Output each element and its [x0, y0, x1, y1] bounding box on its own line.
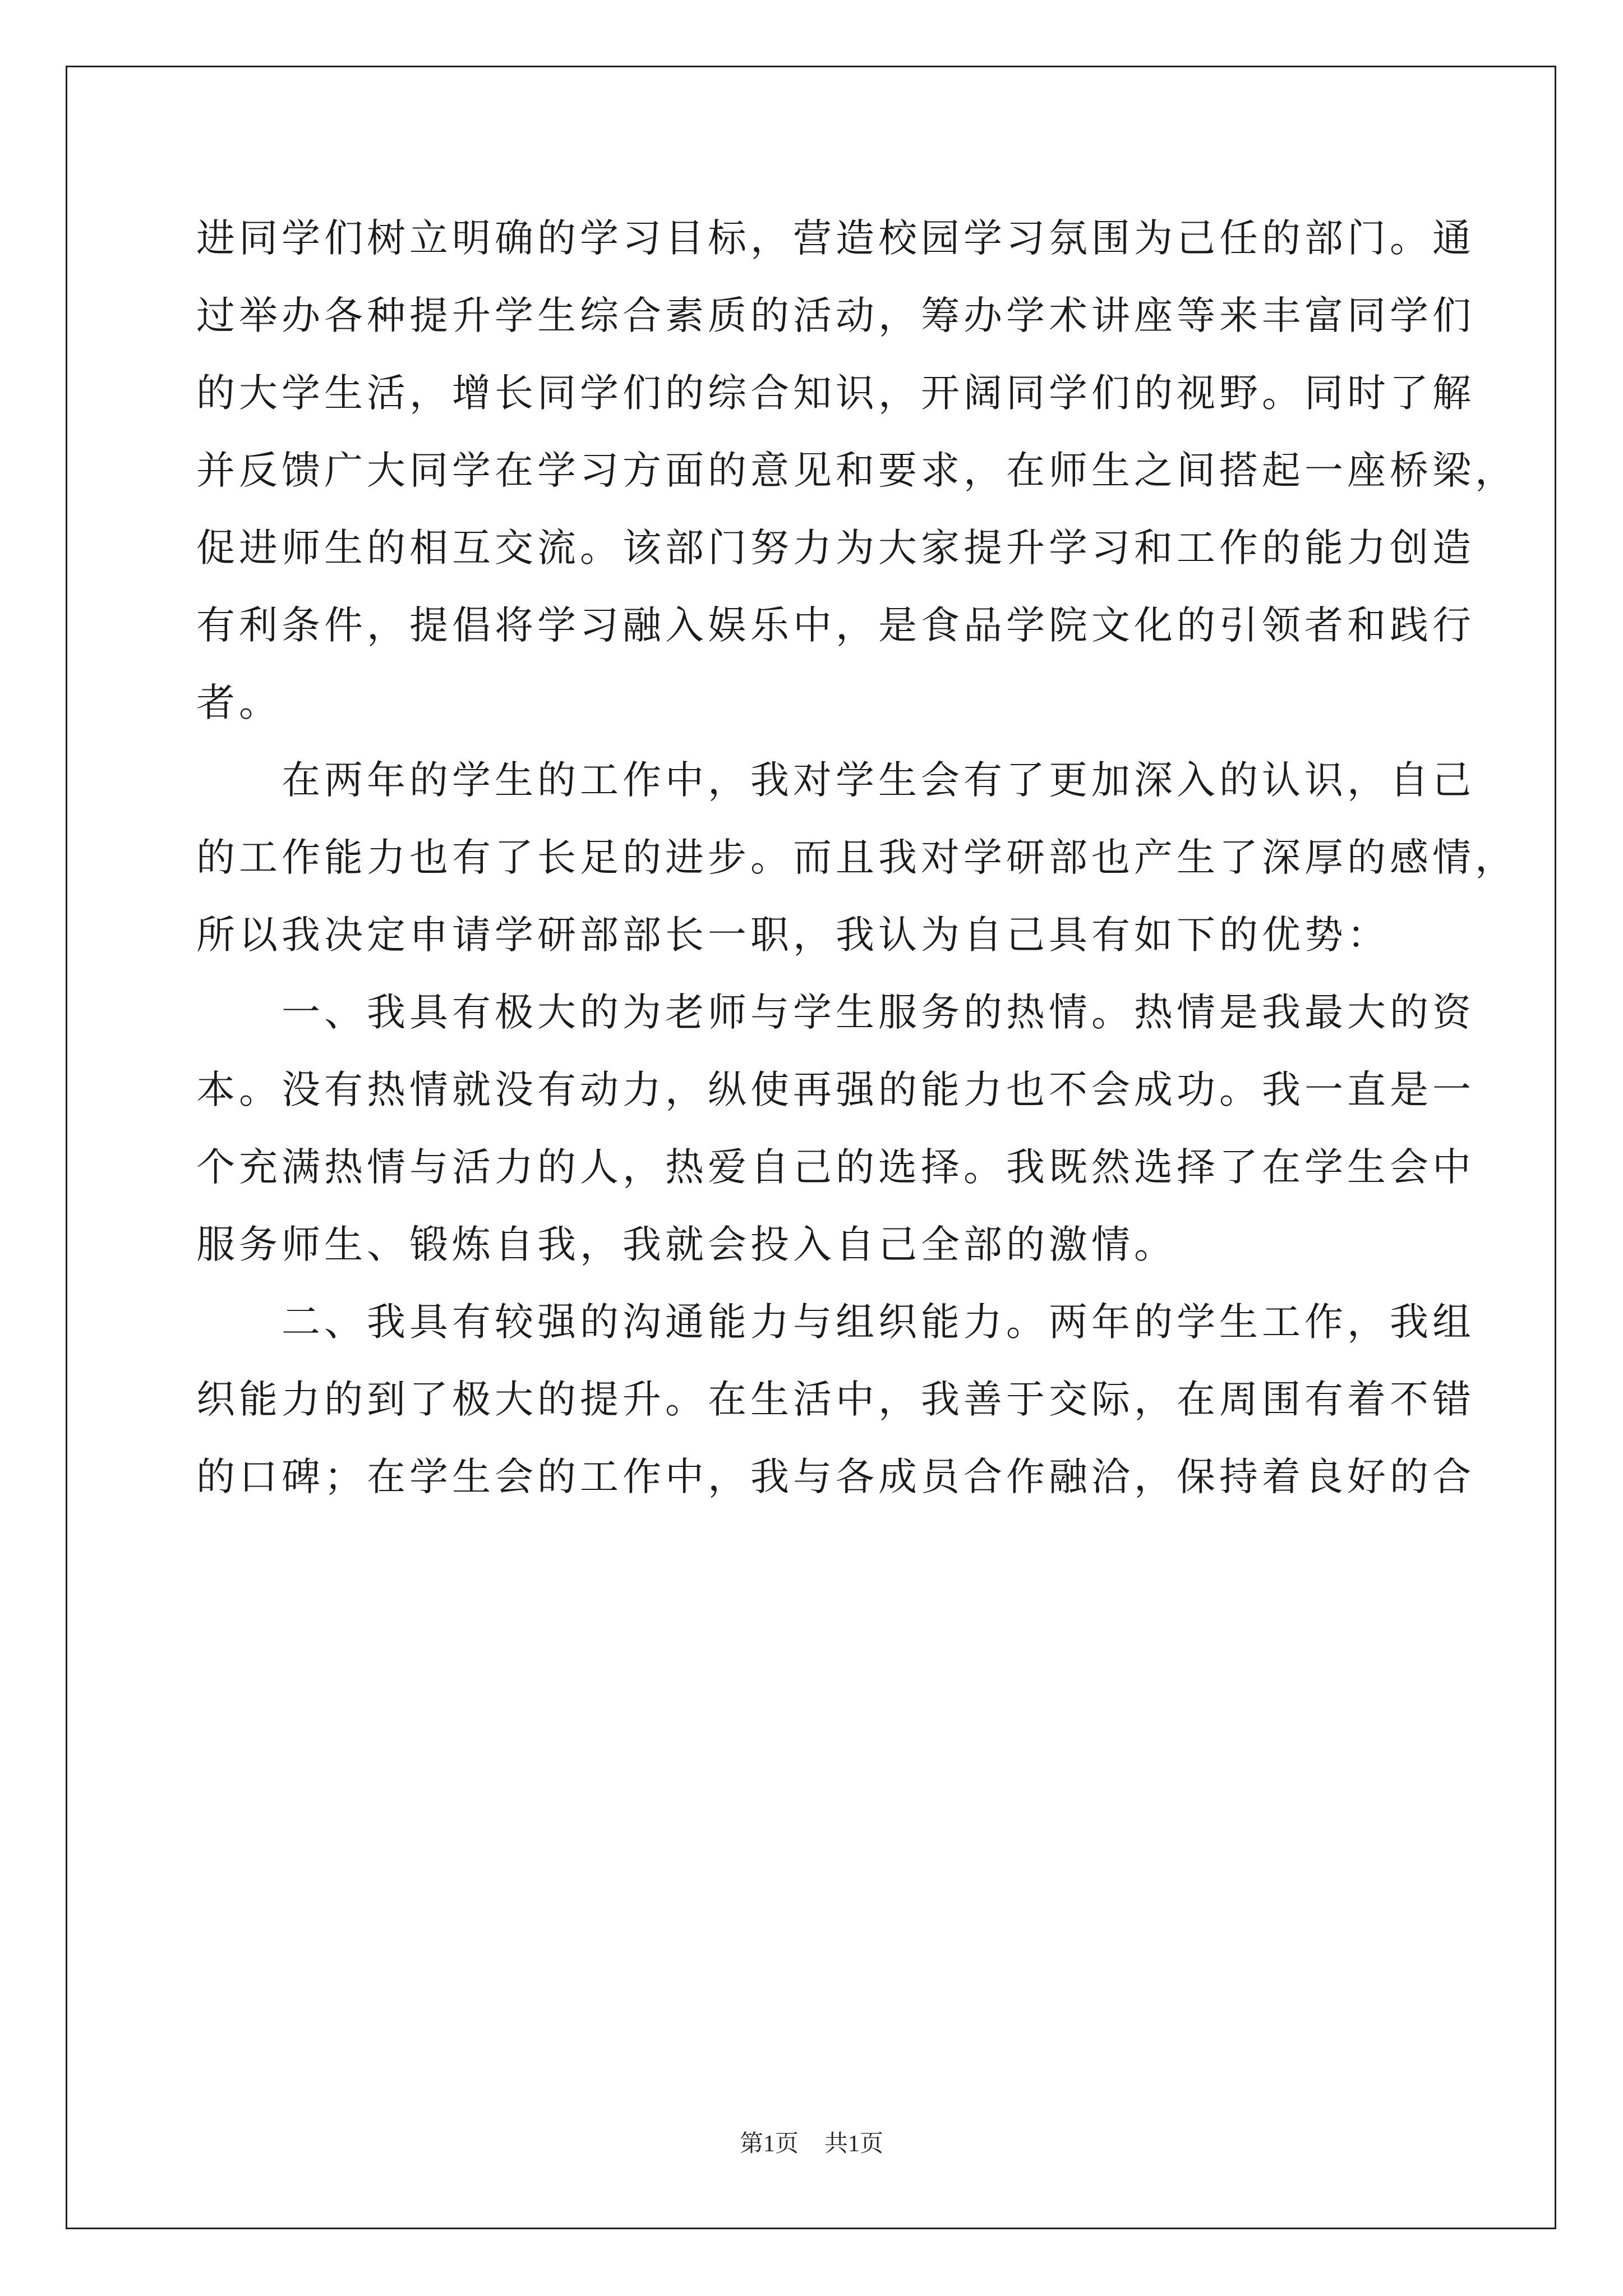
text-line: 过举办各种提升学生综合素质的活动，筹办学术讲座等来丰富同学们 [196, 293, 1475, 338]
text-line: 所以我决定申请学研部部长一职，我认为自己具有如下的优势： [196, 913, 1390, 958]
text-line: 促进师生的相互交流。该部门努力为大家提升学习和工作的能力创造 [196, 526, 1475, 570]
text-line: 有利条件，提倡将学习融入娱乐中，是食品学院文化的引领者和践行 [196, 603, 1475, 648]
page-total: 共1页 [824, 2131, 884, 2157]
paragraph-first-line: 一、我具有极大的为老师与学生服务的热情。热情是我最大的资 [282, 990, 1475, 1035]
page-footer [0, 2130, 1623, 2158]
text-line: 服务师生、锻炼自我，我就会投入自己全部的激情。 [196, 1222, 1177, 1267]
text-line: 本。没有热情就没有动力，纵使再强的能力也不会成功。我一直是一 [196, 1068, 1475, 1112]
text-line: 的工作能力也有了长足的进步。而且我对学研部也产生了深厚的感情， [196, 835, 1518, 880]
page-number: 第1页 [739, 2131, 799, 2157]
text-line: 的大学生活，增长同学们的综合知识，开阔同学们的视野。同时了解 [196, 371, 1475, 416]
paragraph-first-line: 二、我具有较强的沟通能力与组织能力。两年的学生工作，我组 [282, 1300, 1475, 1345]
text-line: 的口碑；在学生会的工作中，我与各成员合作融洽，保持着良好的合 [196, 1455, 1475, 1499]
text-line: 者。 [196, 680, 282, 725]
text-line: 个充满热情与活力的人，热爱自己的选择。我既然选择了在学生会中 [196, 1145, 1475, 1190]
text-line: 织能力的到了极大的提升。在生活中，我善于交际，在周围有着不错 [196, 1377, 1475, 1422]
paragraph-first-line: 在两年的学生的工作中，我对学生会有了更加深入的认识，自己 [282, 758, 1475, 803]
text-line: 并反馈广大同学在学习方面的意见和要求，在师生之间搭起一座桥梁， [196, 448, 1518, 493]
text-line: 进同学们树立明确的学习目标，营造校园学习氛围为己任的部门。通 [196, 216, 1475, 261]
